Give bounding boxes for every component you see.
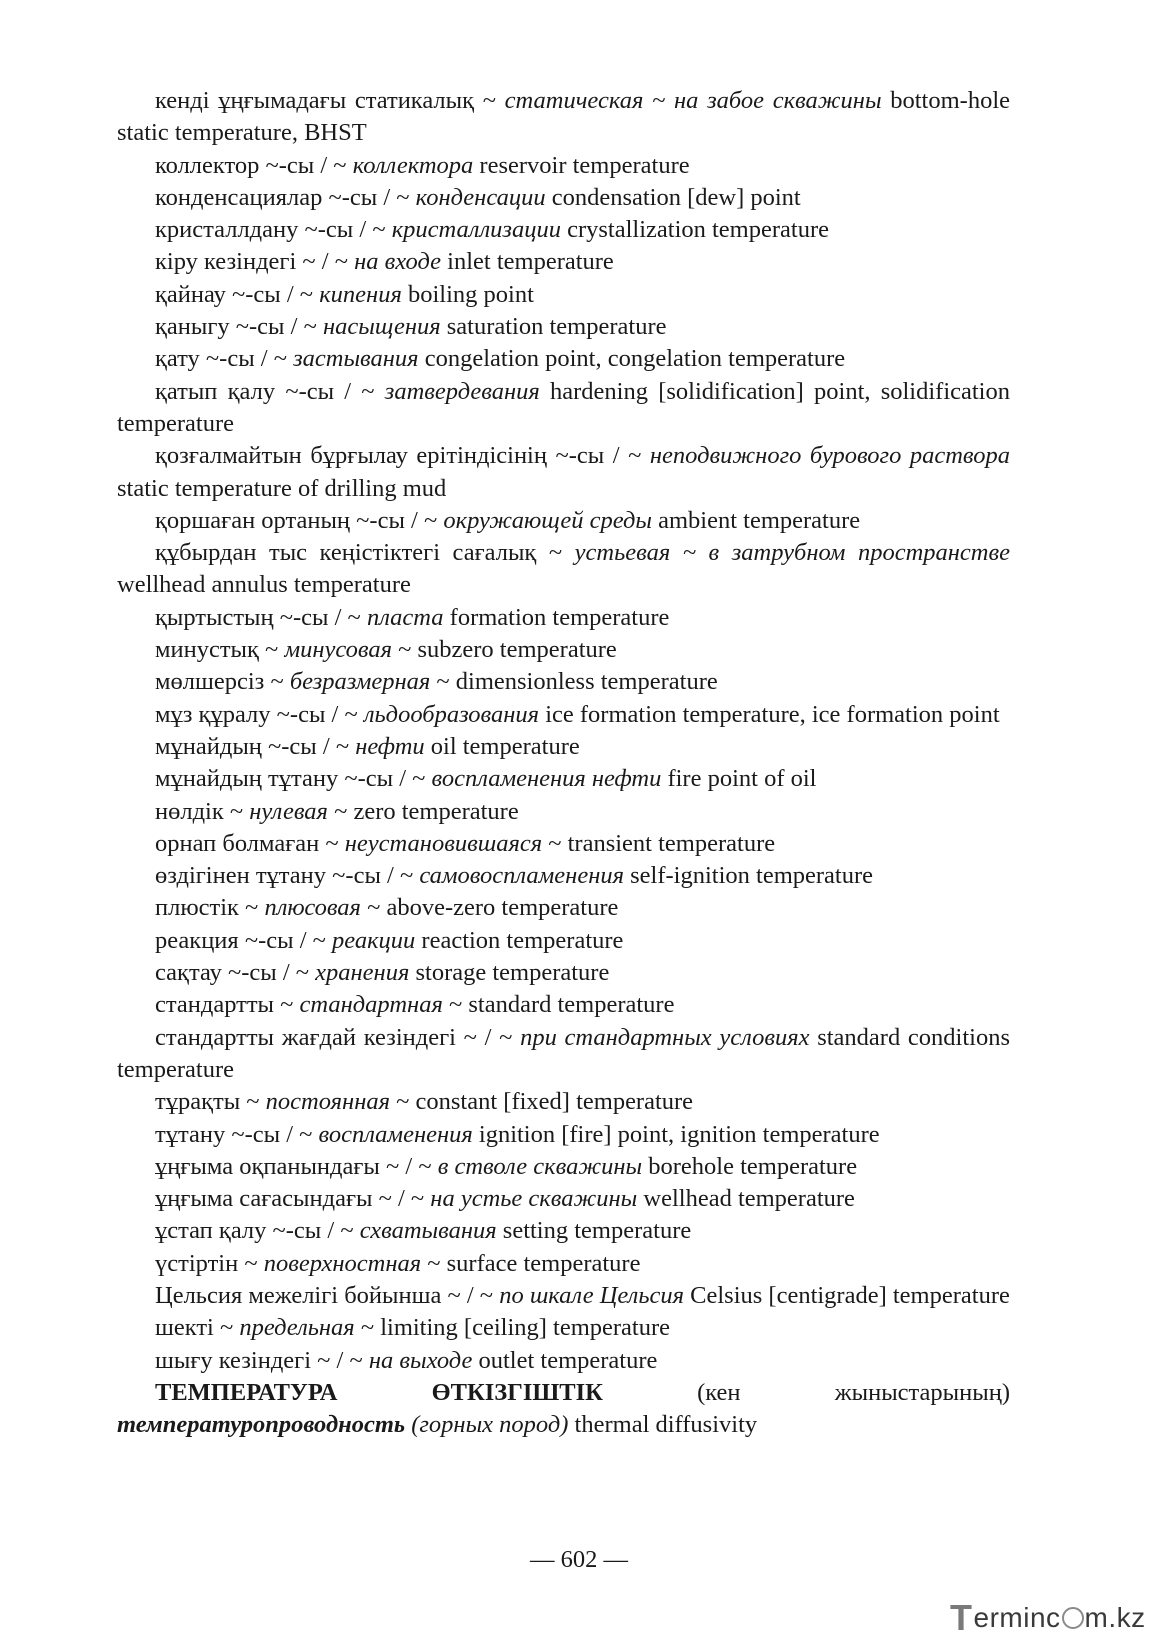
entry-text: hardening [solidification] point, solidification temperature xyxy=(117,377,1010,437)
dictionary-entry xyxy=(117,182,1010,214)
entry-russian-term: по шкале Цельсия xyxy=(499,1281,685,1309)
entry-text: конденсациялар ~-сы / ~ xyxy=(155,183,416,211)
entry-russian-term: минусовая xyxy=(284,636,392,664)
entry-text: standard conditions temperature xyxy=(117,1023,1010,1083)
dictionary-entry xyxy=(117,1280,1010,1312)
dictionary-entry xyxy=(117,892,1010,924)
entry-russian-term: на входе xyxy=(354,248,442,276)
dictionary-entry xyxy=(117,763,1010,795)
entry-text: ұңғыма сағасындағы ~ / ~ xyxy=(155,1185,431,1213)
entry-text: inlet temperature xyxy=(441,248,614,276)
entry-text: Celsius [centigrade] temperature xyxy=(684,1281,1010,1309)
entry-text: crystallization temperature xyxy=(560,216,829,244)
entry-russian-term: конденсации xyxy=(415,183,546,211)
entry-text: тұтану ~-сы / ~ xyxy=(155,1120,319,1148)
dictionary-entry xyxy=(117,1086,1010,1118)
watermark-t-letter: T xyxy=(950,1597,973,1638)
entry-russian-term: реакции xyxy=(332,926,416,954)
dictionary-entry xyxy=(117,85,1010,150)
entry-russian-term: постоянная xyxy=(265,1088,391,1116)
page-number: — 602 — xyxy=(530,1546,628,1573)
entry-text: қозғалмайтын бұрғылау ерітіндісінің ~-сы / ~ xyxy=(155,442,650,470)
entry-headword: температуропроводность xyxy=(117,1411,406,1439)
entry-russian-term: предельная xyxy=(239,1314,355,1342)
entry-text: қайнау ~-сы / ~ xyxy=(155,280,320,308)
entry-text: borehole temperature xyxy=(642,1152,858,1180)
entry-russian-term: нулевая xyxy=(249,797,328,825)
dictionary-entry xyxy=(117,1119,1010,1151)
dictionary-entry xyxy=(117,505,1010,537)
dictionary-entry xyxy=(117,1345,1010,1377)
entry-text: ~ above-zero temperature xyxy=(360,894,619,922)
entry-russian-term: воспламенения нефти xyxy=(431,765,662,793)
entry-text: қатып қалу ~-сы / ~ xyxy=(155,377,385,405)
entry-text: reaction temperature xyxy=(415,926,624,954)
dictionary-entry xyxy=(117,1022,1010,1087)
entry-text: ~ limiting [ceiling] temperature xyxy=(354,1314,671,1342)
entry-russian-term: кипения xyxy=(319,280,402,308)
entry-russian-term: затвердевания xyxy=(384,377,540,405)
entry-text: ~ dimensionless temperature xyxy=(430,668,718,696)
dictionary-entry xyxy=(117,925,1010,957)
dictionary-entry xyxy=(117,731,1010,763)
entry-russian-term: (горных пород) xyxy=(411,1411,569,1439)
dictionary-entry xyxy=(117,699,1010,731)
entry-text: ~ zero temperature xyxy=(327,797,519,825)
entry-text: плюстік ~ xyxy=(155,894,265,922)
entry-text: нөлдік ~ xyxy=(155,797,250,825)
dictionary-entry xyxy=(117,440,1010,505)
dictionary-entry xyxy=(117,311,1010,343)
dictionary-entry xyxy=(117,376,1010,441)
dictionary-entry xyxy=(117,537,1010,602)
dictionary-entry xyxy=(117,246,1010,278)
entry-russian-term: застывания xyxy=(293,345,419,373)
entry-text: self-ignition temperature xyxy=(624,862,873,890)
entry-text: boiling point xyxy=(401,280,534,308)
entry-text: мұз құралу ~-сы / ~ xyxy=(155,700,364,728)
entry-text: condensation [dew] point xyxy=(545,183,801,211)
entry-text: қату ~-сы / ~ xyxy=(155,345,294,373)
entry-text: қоршаған ортаның ~-сы / ~ xyxy=(155,506,444,534)
entry-text: storage temperature xyxy=(409,959,610,987)
entry-text: saturation temperature xyxy=(440,313,667,341)
entry-russian-term: неподвижного бурового раствора xyxy=(649,442,1010,470)
entry-russian-term: кристаллизации xyxy=(391,216,561,244)
entry-text: стандартты ~ xyxy=(155,991,300,1019)
entry-text: тұрақты ~ xyxy=(155,1088,266,1116)
entry-text: wellhead temperature xyxy=(637,1185,855,1213)
entry-russian-term: стандартная xyxy=(299,991,443,1019)
entry-text: реакция ~-сы / ~ xyxy=(155,926,333,954)
entry-russian-term: на выходе xyxy=(368,1346,473,1374)
entry-text: орнап болмаған ~ xyxy=(155,829,345,857)
entry-text: стандартты жағдай кезіндегі ~ / ~ xyxy=(155,1023,521,1051)
entry-text: bottom-hole static temperature, BHST xyxy=(117,87,1011,147)
entry-russian-term: плюсовая xyxy=(264,894,361,922)
entry-headword: ТЕМПЕРАТУРА ӨТКІЗГІШТІК xyxy=(155,1378,603,1406)
entry-text: ignition [fire] point, ignition temperature xyxy=(472,1120,880,1148)
watermark-text: erminc m.kz xyxy=(973,1602,1146,1633)
entry-russian-term: безразмерная xyxy=(289,668,431,696)
entry-text: reservoir temperature xyxy=(473,151,690,179)
termincom-watermark xyxy=(950,1597,1146,1638)
dictionary-entry xyxy=(117,666,1010,698)
entry-text: өздігінен тұтану ~-сы / ~ xyxy=(155,862,420,890)
entry-text: (кен жыныстарының) xyxy=(602,1378,1010,1406)
entry-text: мөлшерсіз ~ xyxy=(155,668,290,696)
entry-text: outlet temperature xyxy=(472,1346,658,1374)
dictionary-entry xyxy=(117,1151,1010,1183)
entry-text: ice formation temperature, ice formation point xyxy=(539,700,1000,728)
entry-russian-term: схватывания xyxy=(359,1217,497,1245)
entry-russian-term: на устье скважины xyxy=(430,1185,638,1213)
entry-text: кристаллдану ~-сы / ~ xyxy=(155,216,392,244)
entry-text: кенді ұңғымадағы статикалық ~ xyxy=(155,87,505,114)
entries-list xyxy=(117,85,1010,1441)
dictionary-entry xyxy=(117,989,1010,1021)
entry-text: ~ standard temperature xyxy=(442,991,675,1019)
dictionary-entry xyxy=(117,957,1010,989)
entry-text: шекті ~ xyxy=(155,1314,240,1342)
entry-text: сақтау ~-сы / ~ xyxy=(155,959,316,987)
entry-russian-term: устьевая ~ в затрубном пространстве xyxy=(574,539,1010,567)
entry-russian-term: нефти xyxy=(355,732,425,760)
entry-text: ұстап қалу ~-сы / ~ xyxy=(155,1217,360,1245)
entry-text: қыртыстың ~-сы / ~ xyxy=(155,603,367,631)
dictionary-entry xyxy=(117,214,1010,246)
entry-text: кіру кезіндегі ~ / ~ xyxy=(155,248,355,276)
dictionary-entry xyxy=(117,602,1010,634)
dictionary-entry xyxy=(117,860,1010,892)
watermark-o-circle xyxy=(1062,1607,1084,1629)
dictionary-entry xyxy=(117,150,1010,182)
entry-text: congelation point, congelation temperature xyxy=(418,345,846,373)
entry-text: ambient temperature xyxy=(651,506,861,534)
entry-russian-term: при стандартных условиях xyxy=(520,1023,810,1051)
entry-text: коллектор ~-сы / ~ xyxy=(155,151,353,179)
entry-text: шығу кезіндегі ~ / ~ xyxy=(155,1346,369,1374)
entry-text: минустық ~ xyxy=(155,636,285,664)
dictionary-entry xyxy=(117,1248,1010,1280)
entry-russian-term: пласта xyxy=(366,603,444,631)
entry-text: formation temperature xyxy=(443,603,670,631)
entry-text: қаныгу ~-сы / ~ xyxy=(155,313,323,341)
dictionary-entry xyxy=(117,634,1010,666)
entry-russian-term: неустановившаяся xyxy=(344,829,543,857)
entry-russian-term: окружающей среды xyxy=(443,506,652,534)
dictionary-entry xyxy=(117,279,1010,311)
entry-russian-term: хранения xyxy=(315,959,410,987)
entry-russian-term: статическая ~ на забое скважины xyxy=(504,87,882,114)
entry-text: ~ constant [fixed] temperature xyxy=(390,1088,694,1116)
entry-text: fire point of oil xyxy=(661,765,817,793)
entry-text: үстіртін ~ xyxy=(155,1249,264,1277)
entry-text: Цельсия межелігі бойынша ~ / ~ xyxy=(155,1281,500,1309)
entry-russian-term: льдообразования xyxy=(363,700,540,728)
dictionary-entry xyxy=(117,1215,1010,1247)
dictionary-entry xyxy=(117,1183,1010,1215)
entry-text: thermal diffusivity xyxy=(568,1411,758,1439)
dictionary-entry xyxy=(117,796,1010,828)
entry-text: ұңғыма оқпанындағы ~ / ~ xyxy=(155,1152,438,1180)
entry-text: static temperature of drilling mud xyxy=(117,474,447,502)
entry-text: setting temperature xyxy=(496,1217,692,1245)
entry-russian-term: воспламенения xyxy=(318,1120,473,1148)
entry-text: ~ subzero temperature xyxy=(391,636,617,664)
entry-text: ~ surface temperature xyxy=(421,1249,641,1277)
entry-text: мұнайдың ~-сы / ~ xyxy=(155,732,356,760)
entry-text: wellhead annulus temperature xyxy=(117,571,411,599)
entry-text: ~ transient temperature xyxy=(542,829,776,857)
dictionary-entry xyxy=(117,343,1010,375)
entry-text: мұнайдың тұтану ~-сы / ~ xyxy=(155,765,432,793)
dictionary-entry xyxy=(117,1377,1010,1442)
entry-russian-term: насыщения xyxy=(322,313,441,341)
entry-russian-term: самовоспламенения xyxy=(419,862,624,890)
dictionary-entry xyxy=(117,1312,1010,1344)
entry-russian-term: коллектора xyxy=(352,151,474,179)
entry-text: oil temperature xyxy=(424,732,580,760)
entry-russian-term: в стволе скважины xyxy=(437,1152,643,1180)
entry-russian-term: поверхностная xyxy=(263,1249,422,1277)
entry-text: құбырдан тыс кеңістіктегі сағалық ~ xyxy=(155,539,575,567)
dictionary-entry xyxy=(117,828,1010,860)
